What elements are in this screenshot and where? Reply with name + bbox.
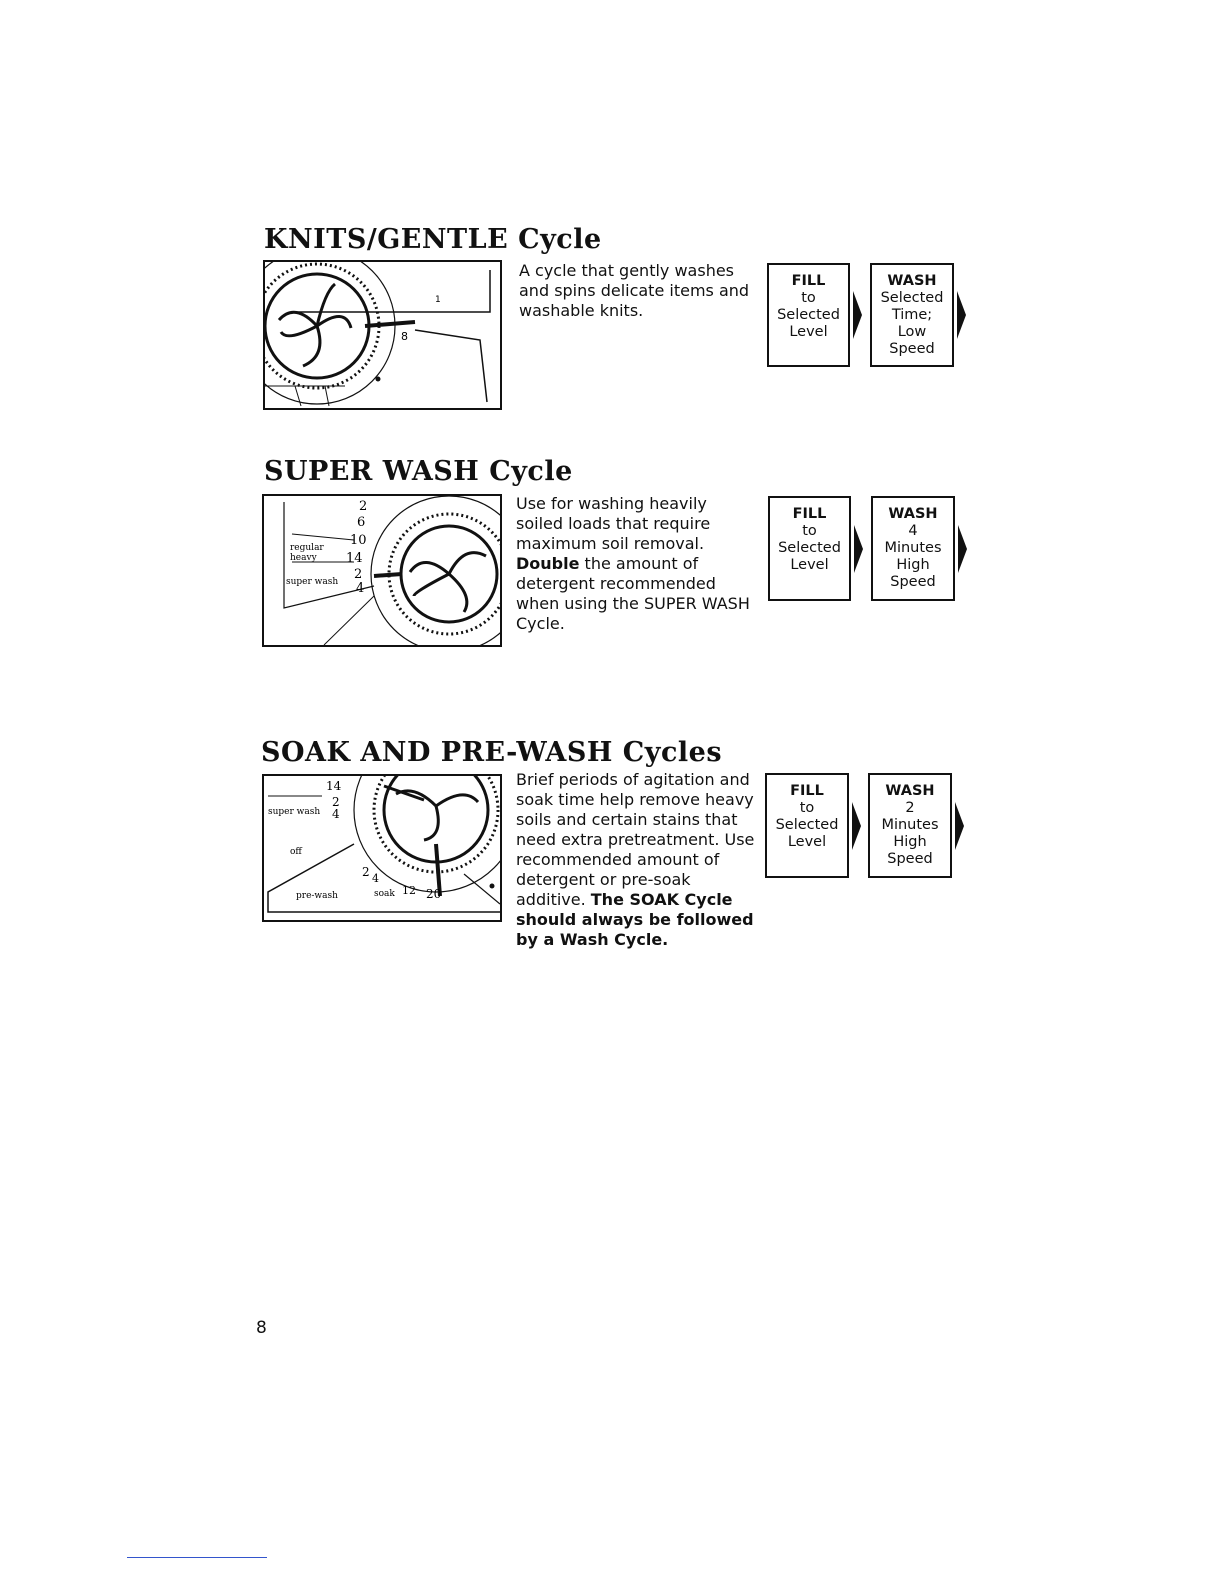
dial-label: super wash xyxy=(286,577,339,587)
step-heading: FILL xyxy=(790,783,824,799)
step-heading: WASH xyxy=(888,506,938,522)
step-line: Speed xyxy=(889,341,935,357)
step-line: Time; xyxy=(891,307,933,323)
dial-label: 14 xyxy=(346,551,363,566)
step-line: to xyxy=(802,523,817,539)
step-line: to xyxy=(801,290,816,306)
description-emphasis: The SOAK Cycle should always be followed by a Wash Cycle. xyxy=(516,890,754,949)
step-arrow-icon xyxy=(957,291,966,339)
soak-pre-wash-fill-step xyxy=(765,773,849,878)
dial-label: 6 xyxy=(357,515,366,530)
step-line: High xyxy=(893,834,927,850)
dial-label: 4 xyxy=(332,807,340,821)
section-title-knits-gentle: KNITS/GENTLE Cycle xyxy=(264,224,602,255)
step-line: Level xyxy=(790,557,829,573)
step-arrow-icon xyxy=(854,525,863,573)
step-line: Selected xyxy=(777,307,840,323)
super-wash-wash-step xyxy=(871,496,955,601)
step-line: Selected xyxy=(880,290,944,306)
dial-label: 4 xyxy=(356,581,365,596)
description-text: the amount of detergent recommended when using the SUPER WASH Cycle. xyxy=(516,554,750,633)
super-wash-dial-illustration xyxy=(262,494,502,647)
dial-label: 4 xyxy=(372,872,379,885)
step-heading: FILL xyxy=(792,506,827,522)
dial-label: off xyxy=(290,847,302,857)
dial-label: pre-wash xyxy=(296,891,338,901)
step-line: Selected xyxy=(775,817,839,833)
step-line: Speed xyxy=(887,851,933,867)
dial-label: regular xyxy=(290,543,324,553)
description-text: A cycle that gently washes and spins delicate items and washable knits. xyxy=(519,261,750,320)
knits-gentle-description xyxy=(519,261,751,321)
dial-label: 2 xyxy=(354,567,363,582)
step-heading: WASH xyxy=(885,783,935,799)
step-line: High xyxy=(896,557,930,573)
step-arrow-icon xyxy=(852,802,861,850)
step-line: Minutes xyxy=(884,540,942,556)
knits-gentle-dial-illustration xyxy=(263,260,502,410)
step-line: Level xyxy=(789,324,828,340)
step-arrow-icon xyxy=(958,525,967,573)
super-wash-fill-step xyxy=(768,496,851,601)
dial-label: heavy xyxy=(290,553,317,563)
footer-rule xyxy=(127,1557,267,1558)
dial-label: super wash xyxy=(268,807,321,817)
step-line: 4 xyxy=(908,523,918,539)
page-number: 8 xyxy=(256,1318,267,1338)
dial-label: 2 xyxy=(359,499,368,514)
dial-label: 2 xyxy=(362,865,370,879)
soak-pre-wash-description xyxy=(516,770,756,950)
description-text: Brief periods of agitation and soak time help remove heavy soils and certain stains that need extra pretreatment. Use recommended amount of detergent or pre-soak additive. xyxy=(516,770,755,909)
step-heading: WASH xyxy=(887,273,937,289)
step-line: Minutes xyxy=(881,817,939,833)
section-title-soak-pre-wash: SOAK AND PRE-WASH Cycles xyxy=(261,737,723,768)
dial-label: 1 xyxy=(435,295,441,305)
dial-label: soak xyxy=(374,889,395,899)
soak-pre-wash-dial-illustration xyxy=(262,774,502,922)
soak-pre-wash-wash-step xyxy=(868,773,952,878)
step-line: to xyxy=(799,800,815,816)
step-arrow-icon xyxy=(955,802,964,850)
step-heading: FILL xyxy=(791,273,826,289)
step-line: Low xyxy=(897,324,927,340)
description-emphasis: Double xyxy=(516,554,580,573)
dial-label: 10 xyxy=(350,533,367,548)
dial-label: 14 xyxy=(326,779,342,793)
step-arrow-icon xyxy=(853,291,862,339)
step-line: 2 xyxy=(905,800,915,816)
step-line: Speed xyxy=(890,574,936,590)
section-title-super-wash: SUPER WASH Cycle xyxy=(264,456,573,487)
knits-gentle-fill-step xyxy=(767,263,850,367)
knits-gentle-wash-step xyxy=(870,263,954,367)
dial-label: 20 xyxy=(426,887,442,901)
dial-label: 8 xyxy=(401,330,408,343)
dial-label: 2 xyxy=(332,795,340,809)
dial-label: 12 xyxy=(402,884,416,897)
super-wash-description xyxy=(516,494,756,634)
description-text: Use for washing heavily soiled loads that require maximum soil removal. xyxy=(516,494,711,553)
step-line: Level xyxy=(787,834,827,850)
step-line: Selected xyxy=(778,540,841,556)
